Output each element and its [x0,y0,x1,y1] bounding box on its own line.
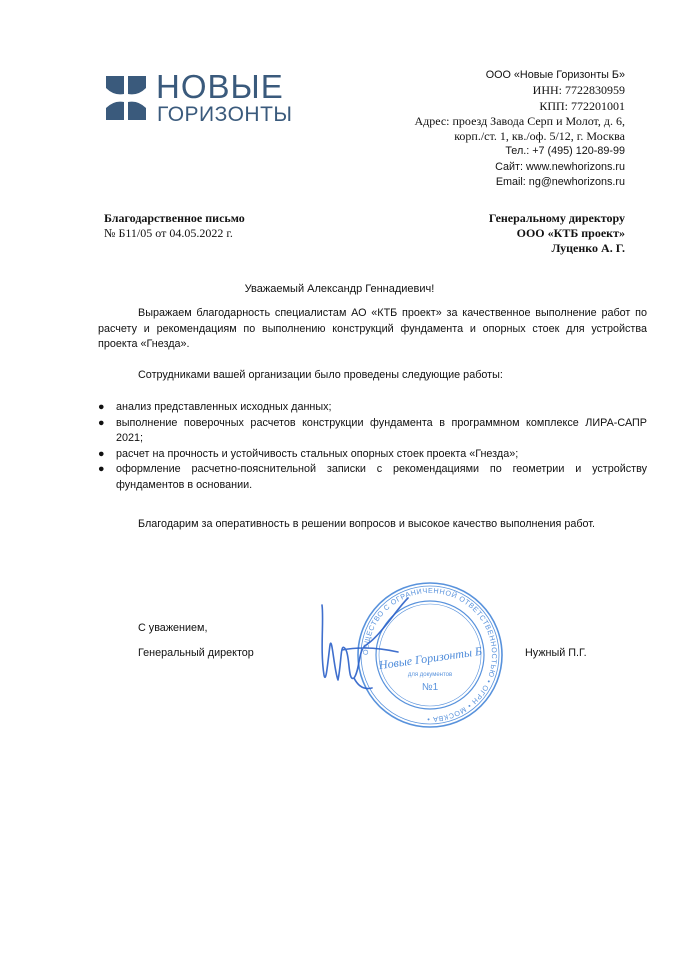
company-name: ООО «Новые Горизонты Б» [485,69,625,81]
stamp-ring-text: ОБЩЕСТВО С ОГРАНИЧЕННОЙ ОТВЕТСТВЕННОСТЬЮ • ОГРН • МОСКВА • [360,585,500,725]
company-email: Email: ng@newhorizons.ru [495,176,625,189]
addressee [489,211,625,256]
regards: С уважением, [138,622,208,634]
bullet-icon: ● [98,463,105,475]
stamp-number: №1 [421,682,439,693]
bullet-icon: ● [98,447,105,460]
thanks-line: Благодарим за оперативность в решении вопросов и высокое качество выполнения работ. [138,518,596,530]
list-item-text: анализ представленных исходных данных; [116,401,332,413]
paragraph-works-intro-text: Сотрудниками вашей организации было проведены следующие работы: [138,369,503,381]
list-item [98,416,647,447]
letter-heading [104,211,245,241]
paragraph-gratitude [98,306,647,353]
letter-title: Благодарственное письмо [104,211,245,225]
list-item [98,447,647,463]
company-phone: Тел.: +7 (495) 120-89-99 [505,145,625,158]
greeting: Уважаемый Александр Геннадиевич! [244,283,435,295]
list-item [98,462,647,493]
bullet-icon: ● [98,401,105,413]
paragraph-works-intro [98,368,647,384]
works-list [98,400,647,493]
list-item [98,400,647,416]
list-item-text: выполнение поверочных расчетов конструкции фундамента в программном комплексе ЛИРА-САПР 2021; [116,416,647,444]
list-item-text: оформление расчетно-пояснительной записки с рекомендациями по геометрии и устройству фундаментов в основании. [116,463,647,491]
logo-text-line1: НОВЫЕ [156,68,284,105]
signer-name: Нужный П.Г. [525,647,587,659]
stamp-sub-text: для документов [407,672,453,678]
addressee-name: Луценко А. Г. [551,241,625,255]
company-inn: ИНН: 7722830959 [532,83,625,98]
company-address-line1: Адрес: проезд Завода Серп и Молот, д. 6, [414,113,625,128]
stamp-center-text: Новые Горизонты Б [378,643,483,673]
list-item-text: расчет на прочность и устойчивость стальных опорных стоек проекта «Гнезда»; [116,447,519,460]
company-site: Сайт: www.newhorizons.ru [495,160,625,173]
paragraph-gratitude-text: Выражаем благодарность специалистам АО «КТБ проект» за качественное выполнение работ по расчету и рекомендациям по выполнению конструкций фундамента и опорных стоек для устройства проекта «Гнезда». [98,307,647,350]
signer-position: Генеральный директор [138,647,254,659]
signature-icon [312,590,422,700]
letter-number: № Б11/05 от 04.05.2022 г. [104,226,233,240]
addressee-company: ООО «КТБ проект» [516,226,625,240]
addressee-position: Генеральному директору [488,211,625,225]
company-address-line2: корп./ст. 1, кв./оф. 5/12, г. Москва [454,129,625,144]
logo-text-line2: ГОРИЗОНТЫ [157,103,293,126]
bullet-icon: ● [98,416,105,429]
company-details [414,68,625,190]
company-kpp: КПП: 772201001 [539,98,625,113]
company-logo-icon [104,74,148,122]
